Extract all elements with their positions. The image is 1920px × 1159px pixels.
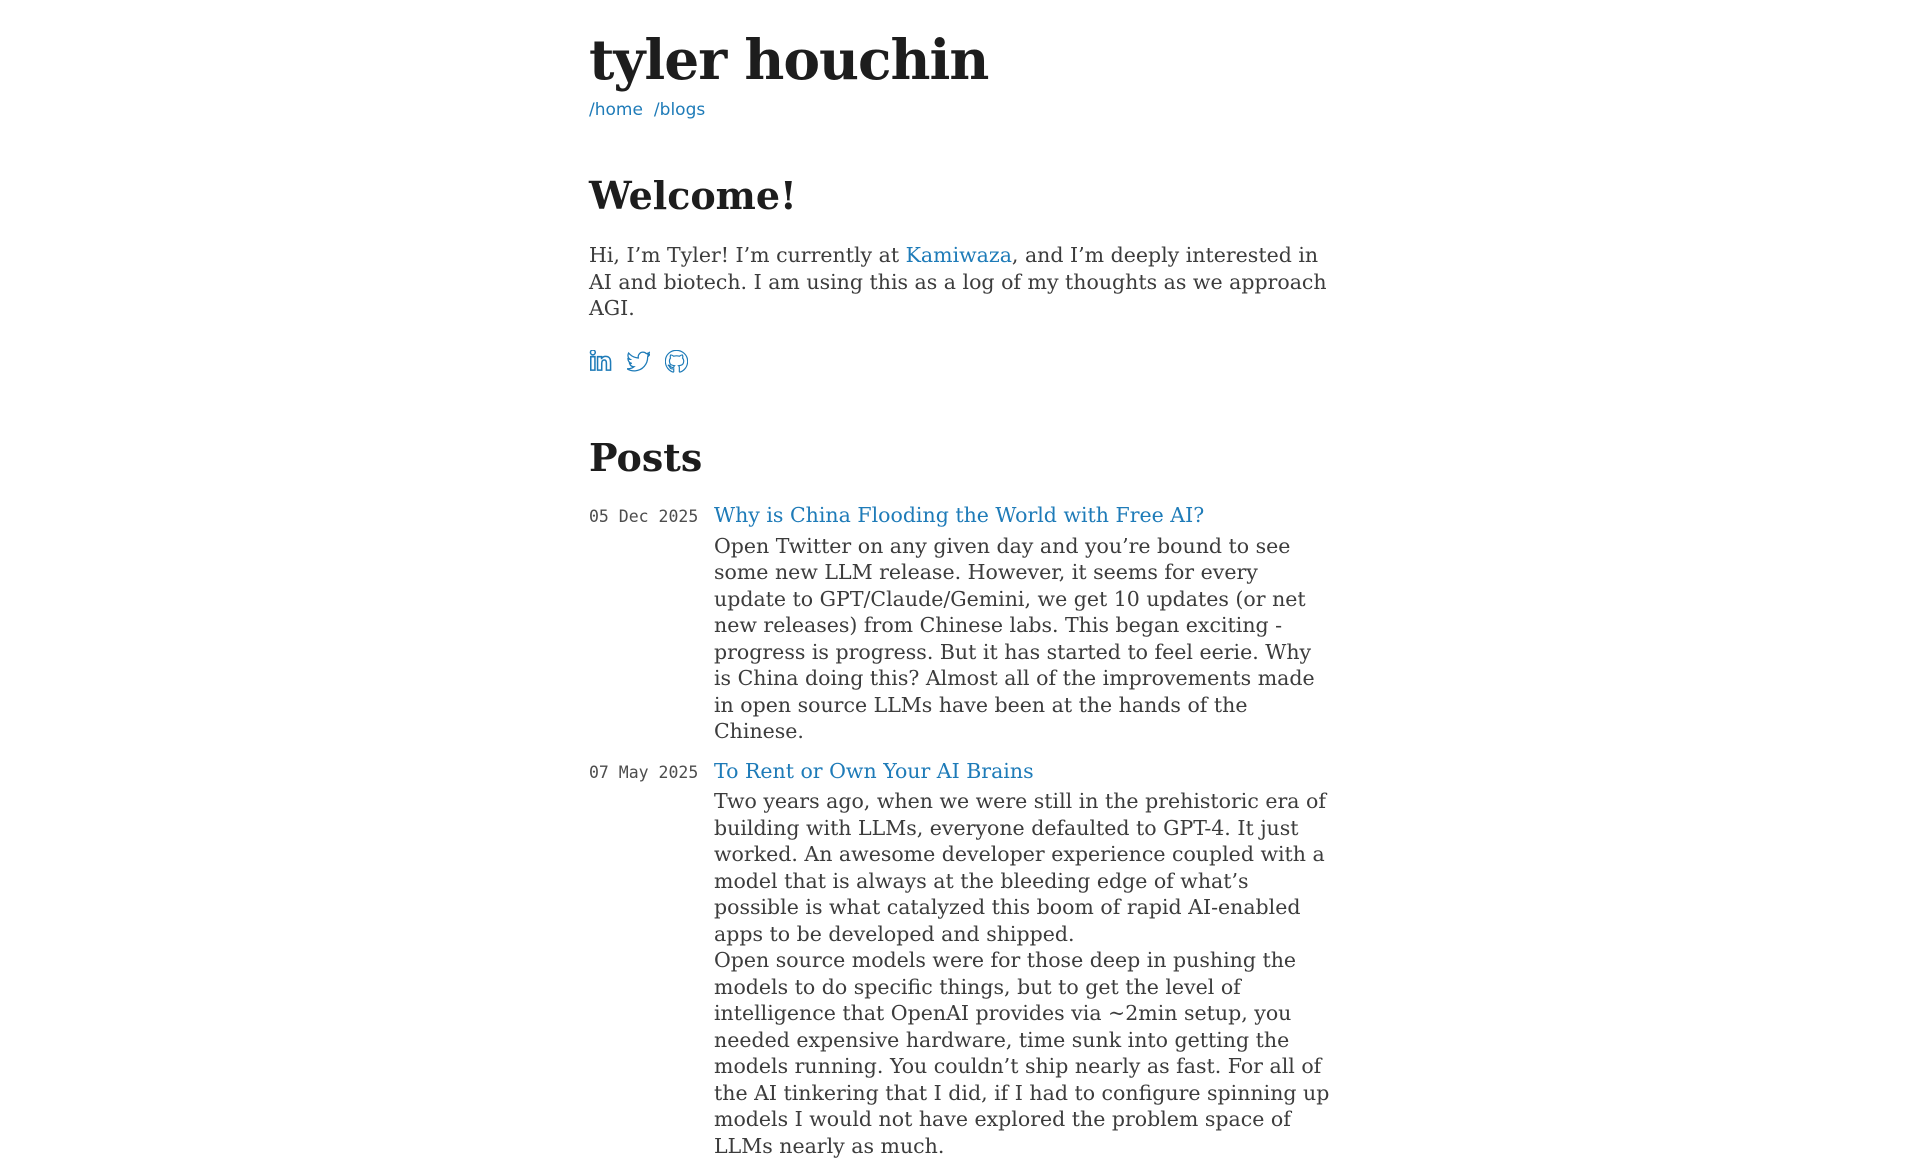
- nav-link-blogs[interactable]: /blogs: [653, 100, 706, 121]
- linkedin-icon: [589, 350, 612, 373]
- twitter-icon: [627, 350, 650, 373]
- kamiwaza-link[interactable]: Kamiwaza: [905, 243, 1012, 268]
- post-title-link[interactable]: Why is China Flooding the World with Free AI?: [714, 503, 1205, 528]
- post-date: 05 Dec 2025: [589, 507, 699, 527]
- posts-list: [589, 502, 1331, 1159]
- welcome-heading: Welcome!: [589, 173, 797, 219]
- twitter-link[interactable]: [627, 350, 650, 373]
- site-title: tyler houchin: [589, 27, 989, 92]
- post-date: 07 May 2025: [589, 762, 699, 782]
- post-row: [589, 502, 1331, 745]
- github-link[interactable]: [665, 350, 688, 373]
- post-excerpt: [714, 533, 1331, 745]
- social-links: [589, 350, 1331, 373]
- linkedin-link[interactable]: [589, 350, 612, 373]
- page-container: [589, 28, 1331, 1159]
- post-title-link[interactable]: To Rent or Own Your AI Brains: [714, 758, 1034, 783]
- post-excerpt-paragraph: Two years ago, when we were still in the prehistoric era of building with LLMs, everyone defaulted to GPT-4. It just worked. An awesome developer experience coupled with a model that is always at the bleeding edge of what’s possible is what catalyzed this boom of rapid AI-enabled apps to be developed and shipped.: [714, 789, 1326, 946]
- site-nav: [589, 100, 1331, 120]
- post-excerpt-paragraph: Open Twitter on any given day and you’re bound to see some new LLM release. However, it seems for every update to GPT/Claude/Gemini, we get 10 updates (or net new releases) from Chinese labs. This began exciting - progress is progress. But it has started to feel eerie. Why is China doing this? Almost all of the improvements made in open source LLMs have been at the hands of the Chinese.: [714, 533, 1315, 744]
- posts-section: [589, 434, 1331, 1159]
- post-content: [714, 758, 1331, 1159]
- welcome-section: [589, 175, 1331, 372]
- post-excerpt: [714, 788, 1331, 1159]
- post-excerpt-paragraph: Open source models were for those deep in pushing the models to do specific things, but to get the level of intelligence that OpenAI provides via ~2min setup, you needed expensive hardware, time sunk into getting the models running. You couldn’t ship nearly as fast. For all of the AI tinkering that I did, if I had to configure spinning up models I would not have explored the problem space of LLMs nearly as much.: [714, 948, 1330, 1158]
- github-icon: [665, 350, 688, 373]
- posts-heading: Posts: [589, 434, 703, 480]
- site-header: [589, 28, 1331, 120]
- post-content: [714, 502, 1331, 745]
- intro-paragraph: [589, 242, 1331, 322]
- nav-link-home[interactable]: /home: [589, 100, 643, 121]
- intro-text-before: Hi, I’m Tyler! I’m currently at: [589, 243, 906, 268]
- post-row: [589, 758, 1331, 1159]
- intro-text-after: , and I’m deeply interested in AI and biotech. I am using this as a log of my thoughts as we approach AGI.: [589, 243, 1327, 321]
